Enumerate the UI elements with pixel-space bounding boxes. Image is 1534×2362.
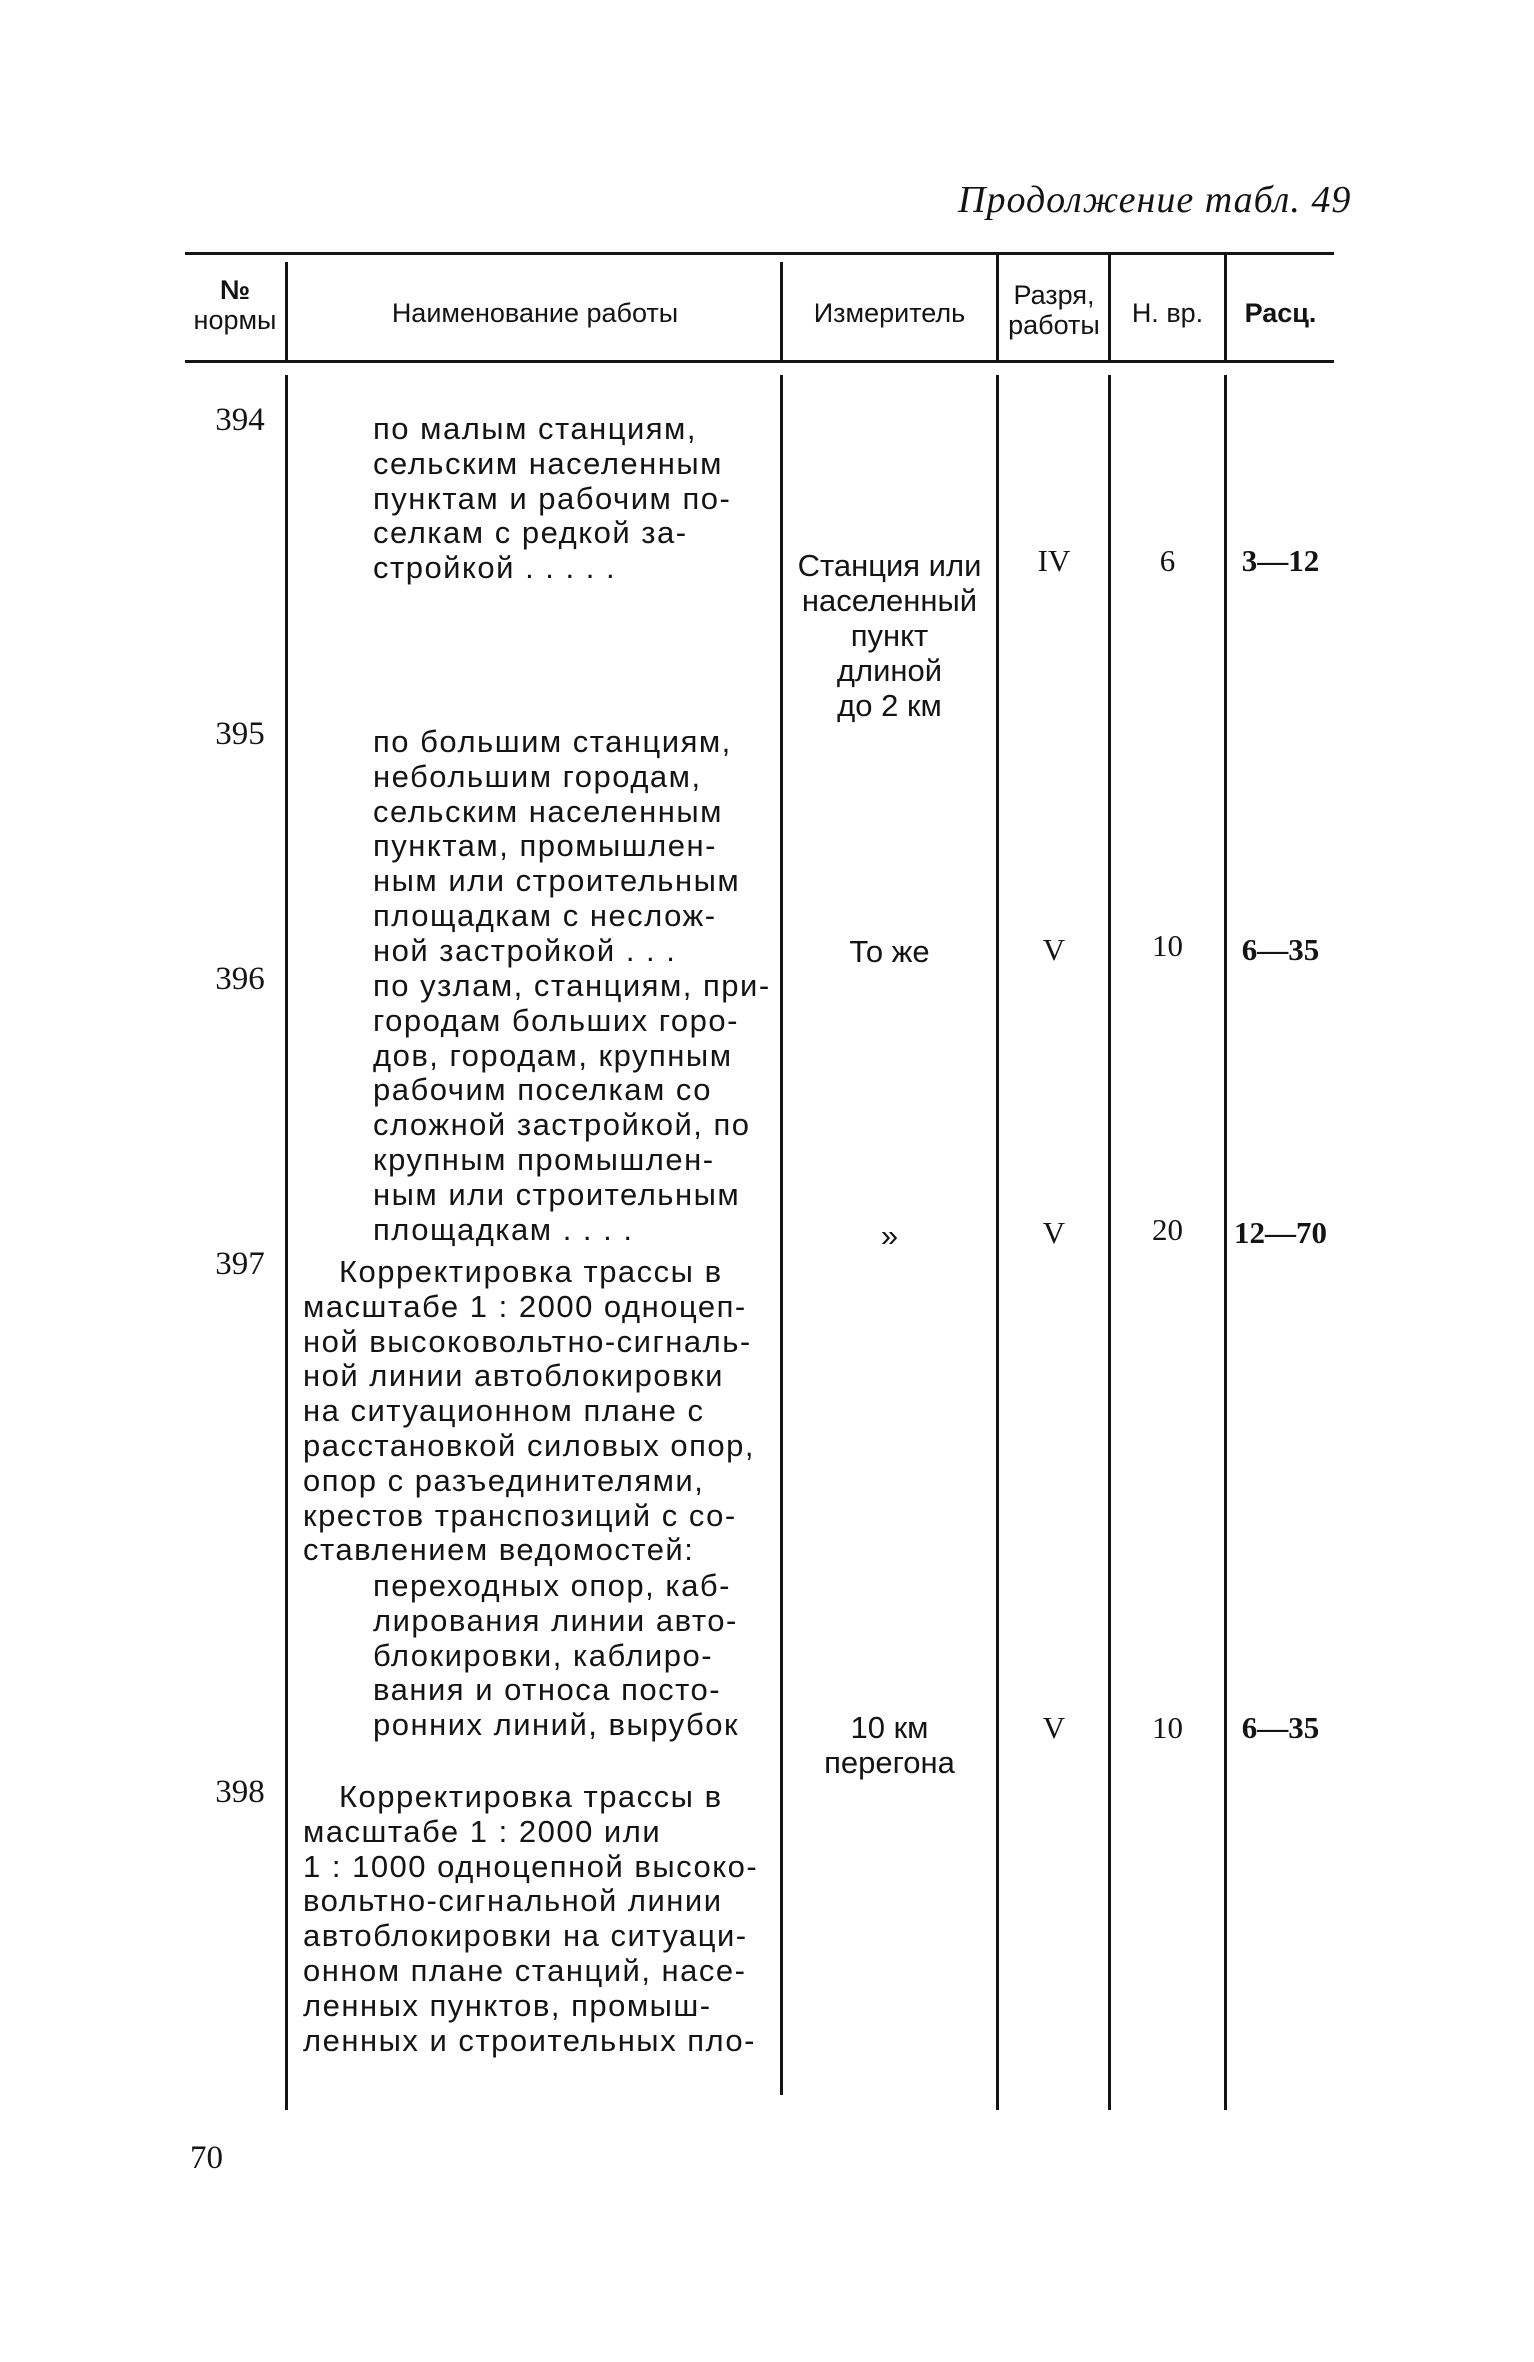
desc-line: блокировки, каблиро- bbox=[373, 1637, 714, 1673]
row-397-rate: 6—35 bbox=[1241, 1710, 1320, 1745]
desc-line: ной высоковольтно-сигналь- bbox=[303, 1323, 752, 1359]
row-394-time: 6 bbox=[1159, 543, 1176, 578]
desc-line: по малым станциям, bbox=[373, 411, 697, 446]
desc-line: опор с разъединителями, bbox=[303, 1462, 705, 1498]
desc-line: ленных пунктов, промыш- bbox=[303, 1987, 712, 2023]
row-394-unit bbox=[783, 548, 996, 723]
table-top-rule bbox=[185, 252, 1334, 255]
header-work-name: Наименование работы bbox=[391, 298, 679, 328]
row-number-395: 395 bbox=[215, 716, 265, 752]
desc-line: на ситуационном плане с bbox=[303, 1393, 705, 1429]
row-397-description bbox=[303, 1255, 773, 1568]
header-grade bbox=[999, 280, 1109, 340]
desc-line: ной линии автоблокировки bbox=[303, 1358, 724, 1394]
desc-line: расстановкой силовых опор, bbox=[303, 1427, 755, 1463]
unit-line: длиной bbox=[836, 653, 943, 688]
desc-line: крестов транспозиций с со- bbox=[303, 1497, 737, 1533]
header-number-sign: № bbox=[219, 275, 251, 305]
desc-line: ным или строительным bbox=[373, 1176, 741, 1212]
desc-line: 1 : 1000 одноцепной высоко- bbox=[303, 1848, 759, 1884]
row-number-398: 398 bbox=[215, 1774, 265, 1810]
desc-line: небольшим городам, bbox=[373, 758, 702, 794]
unit-line: перегона bbox=[824, 1745, 955, 1780]
desc-line: вольтно-сигнальной линии bbox=[303, 1883, 723, 1919]
row-397-unit bbox=[783, 1710, 996, 1780]
row-396-grade: V bbox=[1042, 1215, 1066, 1250]
desc-line: площадкам . . . . bbox=[373, 1211, 634, 1247]
unit-line: 10 км bbox=[850, 1710, 929, 1745]
row-396-time: 20 bbox=[1152, 1212, 1183, 1247]
desc-line: Корректировка трассы в bbox=[339, 1254, 723, 1289]
desc-line: крупным промышлен- bbox=[373, 1141, 715, 1177]
desc-line: по большим станциям, bbox=[373, 724, 732, 759]
desc-line: Корректировка трассы в bbox=[339, 1779, 723, 1814]
header-grade-line1: Разря, bbox=[1013, 280, 1095, 310]
desc-line: автоблокировки на ситуаци- bbox=[303, 1918, 748, 1954]
unit-line: Станция или bbox=[797, 548, 982, 583]
desc-line: стройкой . . . . . bbox=[373, 550, 617, 586]
desc-line: лирования линии авто- bbox=[373, 1602, 738, 1638]
row-395-time: 10 bbox=[1152, 928, 1183, 963]
desc-line: пунктам, промышлен- bbox=[373, 828, 717, 864]
unit-line: пункт bbox=[850, 618, 929, 653]
row-395-rate: 6—35 bbox=[1241, 932, 1320, 967]
desc-line: ным или строительным bbox=[373, 863, 741, 899]
desc-line: сельским населенным bbox=[373, 445, 723, 481]
body-divider-1 bbox=[285, 375, 288, 2110]
row-395-grade: V bbox=[1042, 932, 1066, 967]
desc-line: масштабе 1 : 2000 одноцеп- bbox=[303, 1288, 747, 1324]
desc-line: рабочим поселкам со bbox=[373, 1072, 713, 1108]
row-397-time: 10 bbox=[1152, 1710, 1183, 1745]
desc-line: сельским населенным bbox=[373, 793, 723, 829]
desc-line: сложной застройкой, по bbox=[373, 1107, 751, 1143]
row-396-description bbox=[373, 969, 773, 1247]
desc-line: масштабе 1 : 2000 или bbox=[303, 1813, 662, 1849]
unit-line: до 2 км bbox=[837, 688, 942, 723]
desc-line: ронних линий, вырубок bbox=[373, 1707, 740, 1743]
header-grade-line2: работы bbox=[1008, 310, 1100, 340]
desc-line: площадкам с неслож- bbox=[373, 897, 717, 933]
row-number-394: 394 bbox=[215, 402, 265, 438]
header-time: Н. вр. bbox=[1131, 298, 1204, 328]
desc-line: вания и относа посто- bbox=[373, 1672, 722, 1708]
desc-line: ставлением ведомостей: bbox=[303, 1532, 695, 1568]
row-398-description bbox=[303, 1780, 773, 2058]
row-397-grade: V bbox=[1042, 1710, 1066, 1745]
header-number-label: нормы bbox=[193, 305, 277, 335]
row-394-description bbox=[373, 412, 773, 586]
desc-line: пунктам и рабочим по- bbox=[373, 480, 732, 516]
row-number-397: 397 bbox=[215, 1246, 265, 1282]
desc-line: переходных опор, каб- bbox=[373, 1568, 731, 1603]
row-396-rate: 12—70 bbox=[1234, 1215, 1327, 1250]
desc-line: городам больших горо- bbox=[373, 1002, 739, 1038]
desc-line: дов, городам, крупным bbox=[373, 1037, 733, 1073]
header-unit: Измеритель bbox=[813, 298, 966, 328]
continuation-title: Продолжение табл. 49 bbox=[958, 179, 1352, 221]
row-number-396: 396 bbox=[215, 961, 265, 997]
desc-line: селкам с редкой за- bbox=[373, 515, 688, 551]
header-bottom-rule bbox=[185, 360, 1334, 363]
row-395-description bbox=[373, 725, 773, 969]
row-394-rate: 3—12 bbox=[1241, 543, 1320, 578]
desc-line: ной застройкой . . . bbox=[373, 932, 677, 968]
header-rate: Расц. bbox=[1244, 298, 1317, 328]
unit-line: населенный bbox=[801, 583, 978, 618]
desc-line: ленных и строительных пло- bbox=[303, 2022, 756, 2058]
row-397-sub-description bbox=[373, 1569, 773, 1743]
desc-line: онном плане станций, насе- bbox=[303, 1952, 747, 1988]
row-395-unit: То же bbox=[849, 934, 930, 969]
desc-line: по узлам, станциям, при- bbox=[373, 968, 771, 1003]
row-396-unit: » bbox=[880, 1218, 899, 1253]
row-394-grade: IV bbox=[1037, 543, 1071, 578]
header-number bbox=[180, 275, 290, 335]
page-number: 70 bbox=[190, 2140, 223, 2176]
